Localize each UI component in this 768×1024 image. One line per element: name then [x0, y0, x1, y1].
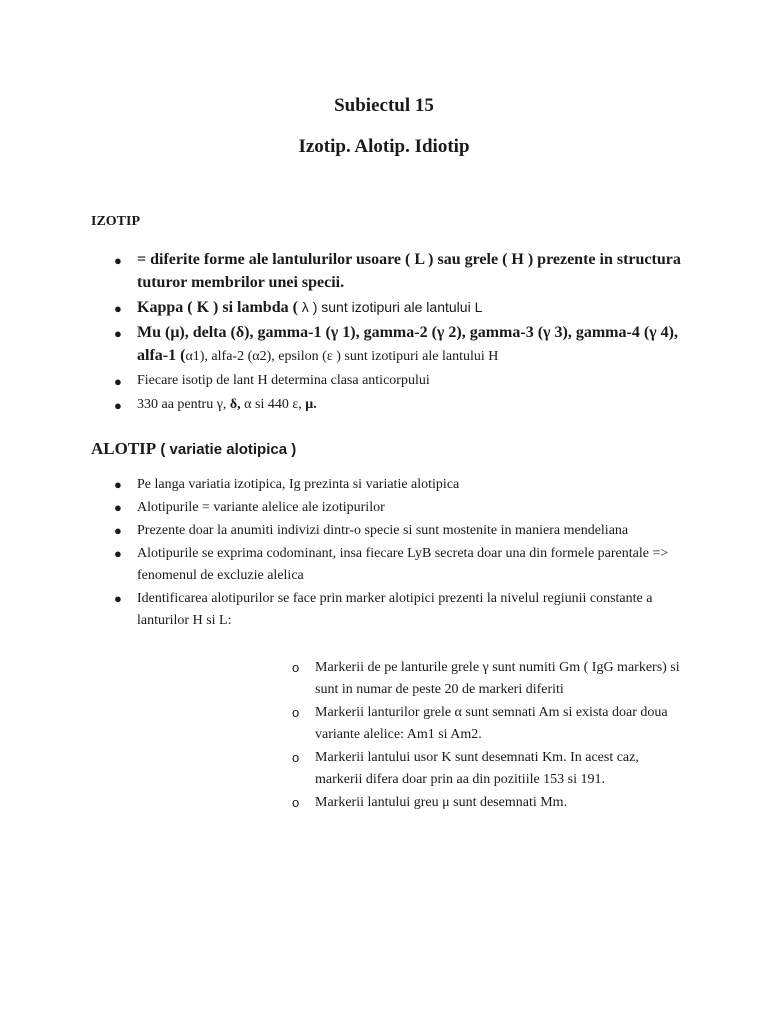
list-item: [292, 747, 682, 791]
alotip-item-5: Identificarea alotipurilor se face prin marker alotipici prezenti la nivelul regiunii constante a lanturilor H si L:: [137, 591, 653, 628]
list-item: [114, 497, 694, 519]
izotip-item-2-rest: λ ) sunt izotipuri ale lantului L: [297, 299, 483, 315]
alotip-item-4: Alotipurile se exprima codominant, insa fiecare LyB secreta doar una din formele parentale => fenomenul de excluzie alelica: [137, 546, 669, 583]
circle-bullet-icon: o: [292, 705, 300, 720]
izotip-item-5-a: 330 aa pentru γ,: [137, 397, 230, 412]
circle-bullet-icon: o: [292, 795, 300, 810]
list-item: [292, 657, 682, 701]
bullet-icon: ●: [114, 546, 122, 561]
bullet-icon: ●: [114, 301, 122, 316]
list-item: [114, 588, 694, 632]
bullet-icon: ●: [114, 253, 122, 268]
list-item: [114, 248, 694, 294]
bullet-icon: ●: [114, 326, 122, 341]
bullet-icon: ●: [114, 500, 122, 515]
izotip-list: [114, 248, 694, 418]
izotip-item-3-rest: α1), alfa-2 (α2), epsilon (ε ) sunt izotipuri ale lantului H: [185, 349, 499, 364]
alotip-heading-paren: ( variatie alotipica ): [156, 441, 297, 458]
list-item: [114, 370, 694, 392]
list-item: [292, 792, 682, 814]
bullet-icon: ●: [114, 398, 122, 413]
bullet-icon: ●: [114, 591, 122, 606]
circle-bullet-icon: o: [292, 660, 300, 675]
alotip-item-3: Prezente doar la anumiti indivizi dintr-o specie si sunt mostenite in maniera mendeliana: [137, 523, 629, 538]
izotip-item-5-b: δ,: [229, 397, 241, 412]
alotip-list: [114, 474, 694, 633]
list-item: [114, 394, 694, 416]
alotip-subitem-2: Markerii lanturilor grele α sunt semnati Am si exista doar doua variante alelice: Am1 si Am2.: [315, 705, 668, 742]
alotip-sublist: [292, 657, 682, 815]
izotip-item-5-c: α si 440 ε,: [240, 397, 306, 412]
list-item: [114, 520, 694, 542]
alotip-subitem-1: Markerii de pe lanturile grele γ sunt numiti Gm ( IgG markers) si sunt in numar de peste 20 de markeri diferiti: [315, 660, 680, 697]
izotip-heading: IZOTIP: [91, 214, 141, 229]
alotip-item-1: Pe langa variatia izotipica, Ig prezinta si variatie alotipica: [137, 477, 460, 492]
bullet-icon: ●: [114, 477, 122, 492]
izotip-item-1: = diferite forme ale lantulurilor usoare ( L ) sau grele ( H ) prezente in structura tuturor membrilor unei specii.: [137, 251, 681, 291]
list-item: [114, 321, 694, 368]
alotip-subitem-4: Markerii lantului greu μ sunt desemnati Mm.: [315, 795, 568, 810]
list-item: [114, 474, 694, 496]
izotip-item-4: Fiecare isotip de lant H determina clasa anticorpului: [137, 373, 430, 388]
page-title: Subiectul 15: [334, 95, 434, 116]
alotip-item-2: Alotipurile = variante alelice ale izotipurilor: [137, 500, 385, 515]
list-item: [292, 702, 682, 746]
izotip-item-2-bold: Kappa ( K ) si lambda (: [137, 299, 298, 316]
page-subtitle: Izotip. Alotip. Idiotip: [298, 136, 470, 157]
izotip-item-3-bold: Mu (μ), delta (δ), gamma-1 (γ 1), gamma-2 (γ 2), gamma-3 (γ 3), gamma-4 (γ 4), alfa-1 (: [137, 324, 678, 364]
bullet-icon: ●: [114, 374, 122, 389]
alotip-subitem-3: Markerii lantului usor K sunt desemnati Km. In acest caz, markerii difera doar prin aa din pozitiile 153 si 191.: [315, 750, 639, 787]
alotip-heading: [91, 439, 296, 459]
alotip-heading-text: ALOTIP: [91, 439, 157, 458]
list-item: [114, 543, 694, 587]
list-item: [114, 296, 694, 319]
bullet-icon: ●: [114, 523, 122, 538]
izotip-item-5-d: μ.: [305, 397, 317, 412]
circle-bullet-icon: o: [292, 750, 300, 765]
